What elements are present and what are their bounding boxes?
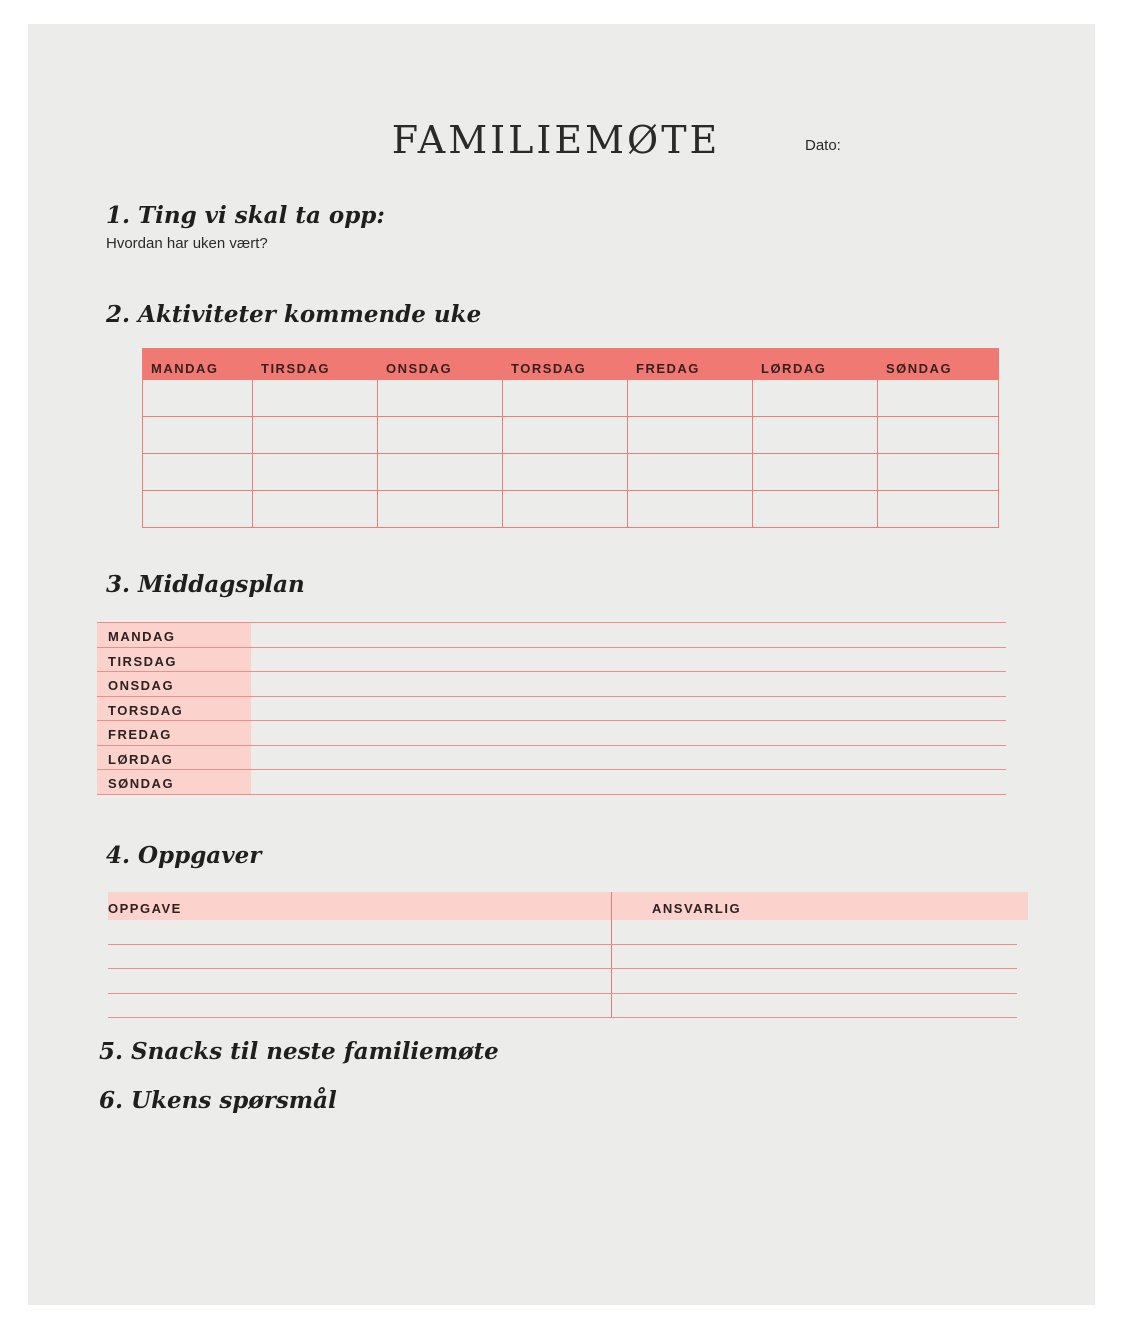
activities-header-row <box>143 349 999 380</box>
tasks-row <box>108 969 1017 994</box>
section-1-subtext: Hvordan har uken vært? <box>106 235 268 252</box>
section-4-heading: 4. Oppgaver <box>106 842 262 869</box>
activities-col-thursday: TORSDAG <box>503 349 628 380</box>
document-page <box>28 24 1095 1305</box>
activity-cell[interactable] <box>378 380 503 417</box>
dinner-entry-field[interactable] <box>251 746 1006 770</box>
date-label: Dato: <box>805 137 841 154</box>
activities-row <box>143 454 999 491</box>
activity-cell[interactable] <box>378 417 503 454</box>
dinner-day-label: TIRSDAG <box>97 648 251 672</box>
task-field[interactable] <box>108 969 612 993</box>
activity-cell[interactable] <box>628 380 753 417</box>
activity-cell[interactable] <box>253 380 378 417</box>
tasks-row <box>108 994 1017 1019</box>
activity-cell[interactable] <box>378 454 503 491</box>
activities-col-friday: FREDAG <box>628 349 753 380</box>
tasks-row <box>108 920 1017 945</box>
dinner-day-label: SØNDAG <box>97 770 251 794</box>
activity-cell[interactable] <box>378 491 503 528</box>
dinner-row-saturday <box>97 746 1006 771</box>
dinner-row-friday <box>97 721 1006 746</box>
activities-col-tuesday: TIRSDAG <box>253 349 378 380</box>
dinner-day-label: TORSDAG <box>97 697 251 721</box>
tasks-row <box>108 945 1017 970</box>
activity-cell[interactable] <box>878 380 999 417</box>
dinner-entry-field[interactable] <box>251 648 1006 672</box>
activities-col-monday: MANDAG <box>143 349 253 380</box>
dinner-day-label: ONSDAG <box>97 672 251 696</box>
section-6-heading: 6. Ukens spørsmål <box>99 1087 337 1114</box>
activity-cell[interactable] <box>253 454 378 491</box>
section-2-heading: 2. Aktiviteter kommende uke <box>106 301 482 328</box>
activity-cell[interactable] <box>753 380 878 417</box>
task-field[interactable] <box>108 945 612 969</box>
section-5-heading: 5. Snacks til neste familiemøte <box>99 1038 499 1065</box>
responsible-field[interactable] <box>612 920 1017 944</box>
activities-table <box>142 348 999 528</box>
dinner-row-monday <box>97 622 1006 648</box>
dinner-row-thursday <box>97 697 1006 722</box>
activity-cell[interactable] <box>143 491 253 528</box>
activity-cell[interactable] <box>503 454 628 491</box>
activity-cell[interactable] <box>253 417 378 454</box>
activities-row <box>143 491 999 528</box>
activity-cell[interactable] <box>753 454 878 491</box>
activity-cell[interactable] <box>878 454 999 491</box>
page-title: FAMILIEMØTE <box>391 118 721 162</box>
tasks-col-responsible: ANSVARLIG <box>652 901 742 916</box>
tasks-col-task: OPPGAVE <box>108 892 612 920</box>
dinner-plan-table <box>97 622 1006 795</box>
activity-cell[interactable] <box>253 491 378 528</box>
tasks-header-row <box>108 892 1028 920</box>
activity-cell[interactable] <box>753 417 878 454</box>
activity-cell[interactable] <box>628 491 753 528</box>
activities-col-wednesday: ONSDAG <box>378 349 503 380</box>
task-field[interactable] <box>108 920 612 944</box>
dinner-day-label: LØRDAG <box>97 746 251 770</box>
dinner-day-label: MANDAG <box>97 623 251 647</box>
dinner-entry-field[interactable] <box>251 672 1006 696</box>
activity-cell[interactable] <box>143 380 253 417</box>
activity-cell[interactable] <box>503 417 628 454</box>
activity-cell[interactable] <box>628 417 753 454</box>
dinner-entry-field[interactable] <box>251 623 1006 647</box>
activity-cell[interactable] <box>143 454 253 491</box>
dinner-row-tuesday <box>97 648 1006 673</box>
responsible-field[interactable] <box>612 945 1017 969</box>
tasks-table <box>108 892 1028 1018</box>
activities-col-saturday: LØRDAG <box>753 349 878 380</box>
activity-cell[interactable] <box>628 454 753 491</box>
activities-col-sunday: SØNDAG <box>878 349 999 380</box>
dinner-entry-field[interactable] <box>251 770 1006 794</box>
activity-cell[interactable] <box>503 380 628 417</box>
activity-cell[interactable] <box>878 491 999 528</box>
dinner-row-wednesday <box>97 672 1006 697</box>
task-field[interactable] <box>108 994 612 1018</box>
activities-row <box>143 417 999 454</box>
dinner-day-label: FREDAG <box>97 721 251 745</box>
dinner-entry-field[interactable] <box>251 697 1006 721</box>
responsible-field[interactable] <box>612 969 1017 993</box>
activity-cell[interactable] <box>878 417 999 454</box>
activity-cell[interactable] <box>503 491 628 528</box>
section-1-heading: 1. Ting vi skal ta opp: <box>106 202 385 229</box>
activity-cell[interactable] <box>753 491 878 528</box>
dinner-entry-field[interactable] <box>251 721 1006 745</box>
section-3-heading: 3. Middagsplan <box>106 571 305 598</box>
responsible-field[interactable] <box>612 994 1017 1018</box>
activity-cell[interactable] <box>143 417 253 454</box>
activities-row <box>143 380 999 417</box>
dinner-row-sunday <box>97 770 1006 795</box>
